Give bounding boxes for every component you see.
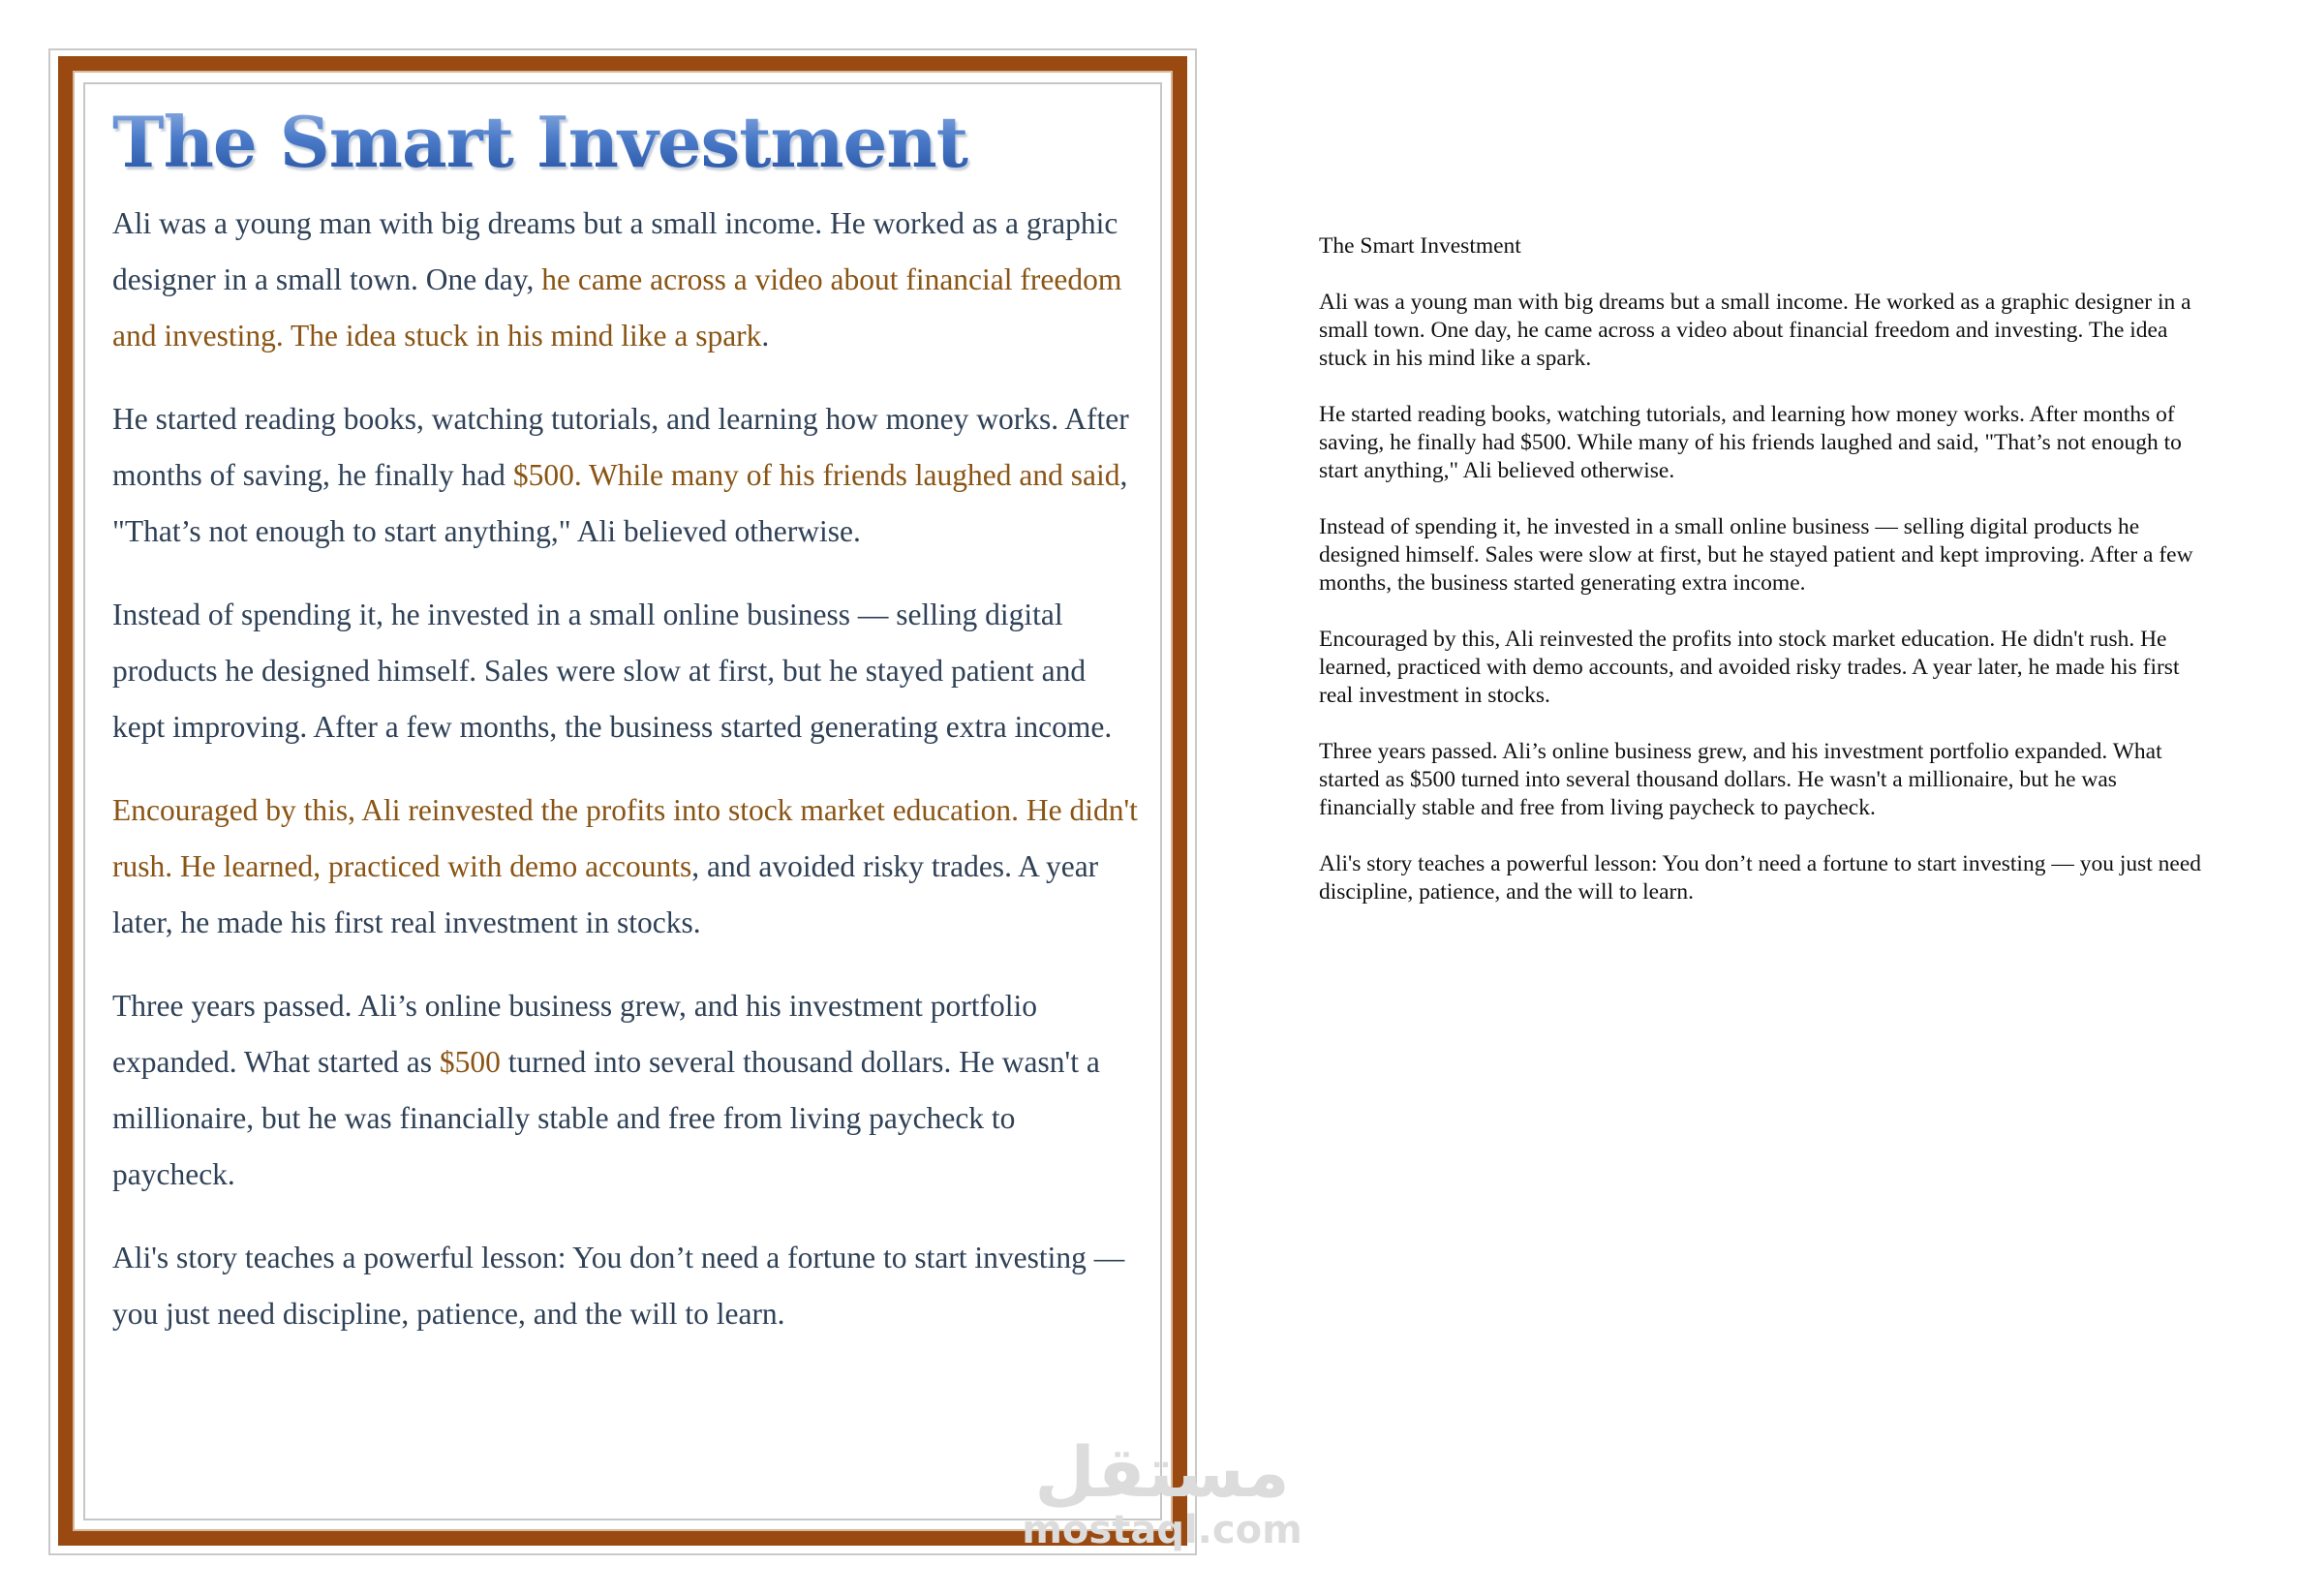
page-content	[112, 99, 1139, 1369]
paragraph-1-text: Ali was a young man with big dreams but a small income. He worked as a graphic designer in a small town. One day,	[112, 206, 1118, 296]
plain-paragraph-2: He started reading books, watching tutorials, and learning how money works. After months of saving, he finally had $500. While many of his friends laughed and said, "That’s not enough to start anything," Ali believed otherwise.	[1319, 402, 2182, 483]
paragraph-1-end: .	[761, 319, 770, 353]
paragraph-2-highlight: $500. While many of his friends laughed and said	[512, 458, 1120, 492]
paragraph-5	[112, 978, 1139, 1203]
plain-text-version	[1319, 232, 2210, 935]
paragraph-2	[112, 391, 1139, 560]
plain-paragraph-3: Instead of spending it, he invested in a small online business — selling digital products he designed himself. Sales were slow at first, but he stayed patient and kept improving. After a few months, the business started generating extra income.	[1319, 514, 2193, 596]
paragraph-5-end: turned into several thousand dollars. He wasn't a millionaire, but he was financially stable and free from living paycheck to paycheck.	[112, 1045, 1100, 1191]
watermark-logo: مستقل	[1034, 1431, 1290, 1513]
paragraph-5-highlight: $500	[439, 1045, 501, 1079]
paragraph-1	[112, 196, 1139, 364]
document-title: The Smart Investment	[112, 99, 1139, 186]
watermark	[1017, 1433, 1307, 1550]
paragraph-4-highlight: Encouraged by this, Ali reinvested the profits into stock market education. He didn't rush. He learned, practiced with demo accounts	[112, 793, 1138, 883]
decorated-page	[48, 48, 1197, 1555]
paragraph-4	[112, 783, 1139, 951]
paragraph-3: Instead of spending it, he invested in a small online business — selling digital products he designed himself. Sales were slow at first, but he stayed patient and kept improving. After a few months, the business started generating extra income.	[112, 598, 1113, 744]
plain-paragraph-6: Ali's story teaches a powerful lesson: You don’t need a fortune to start investing — you just need discipline, patience, and the will to learn.	[1319, 851, 2202, 905]
paragraph-5-text: Three years passed. Ali’s online business grew, and his investment portfolio expanded. What started as	[112, 989, 1038, 1079]
plain-paragraph-5: Three years passed. Ali’s online business grew, and his investment portfolio expanded. What started as $500 turned into several thousand dollars. He wasn't a millionaire, but he was financially stable and free from living paycheck to paycheck.	[1319, 739, 2162, 820]
paragraph-2-text: He started reading books, watching tutorials, and learning how money works. After months of saving, he finally had	[112, 402, 1129, 492]
paragraph-1-highlight: he came across a video about financial freedom and investing. The idea stuck in his mind like a spark	[112, 262, 1122, 353]
paragraph-2-end: , "That’s not enough to start anything," Ali believed otherwise.	[112, 458, 1128, 548]
paragraph-4-text: , and avoided risky trades. A year later, he made his first real investment in stocks.	[112, 849, 1099, 939]
paragraph-6: Ali's story teaches a powerful lesson: You don’t need a fortune to start investing — you just need discipline, patience, and the will to learn.	[112, 1241, 1125, 1331]
plain-title: The Smart Investment	[1319, 233, 1521, 259]
plain-paragraph-1: Ali was a young man with big dreams but a small income. He worked as a graphic designer in a small town. One day, he came across a video about financial freedom and investing. The idea stuck in his mind like a spark.	[1319, 290, 2191, 371]
plain-paragraph-4: Encouraged by this, Ali reinvested the profits into stock market education. He didn't rush. He learned, practiced with demo accounts, and avoided risky trades. A year later, he made his first real investment in stocks.	[1319, 627, 2180, 708]
watermark-text: mostaql.com	[1022, 1508, 1302, 1552]
